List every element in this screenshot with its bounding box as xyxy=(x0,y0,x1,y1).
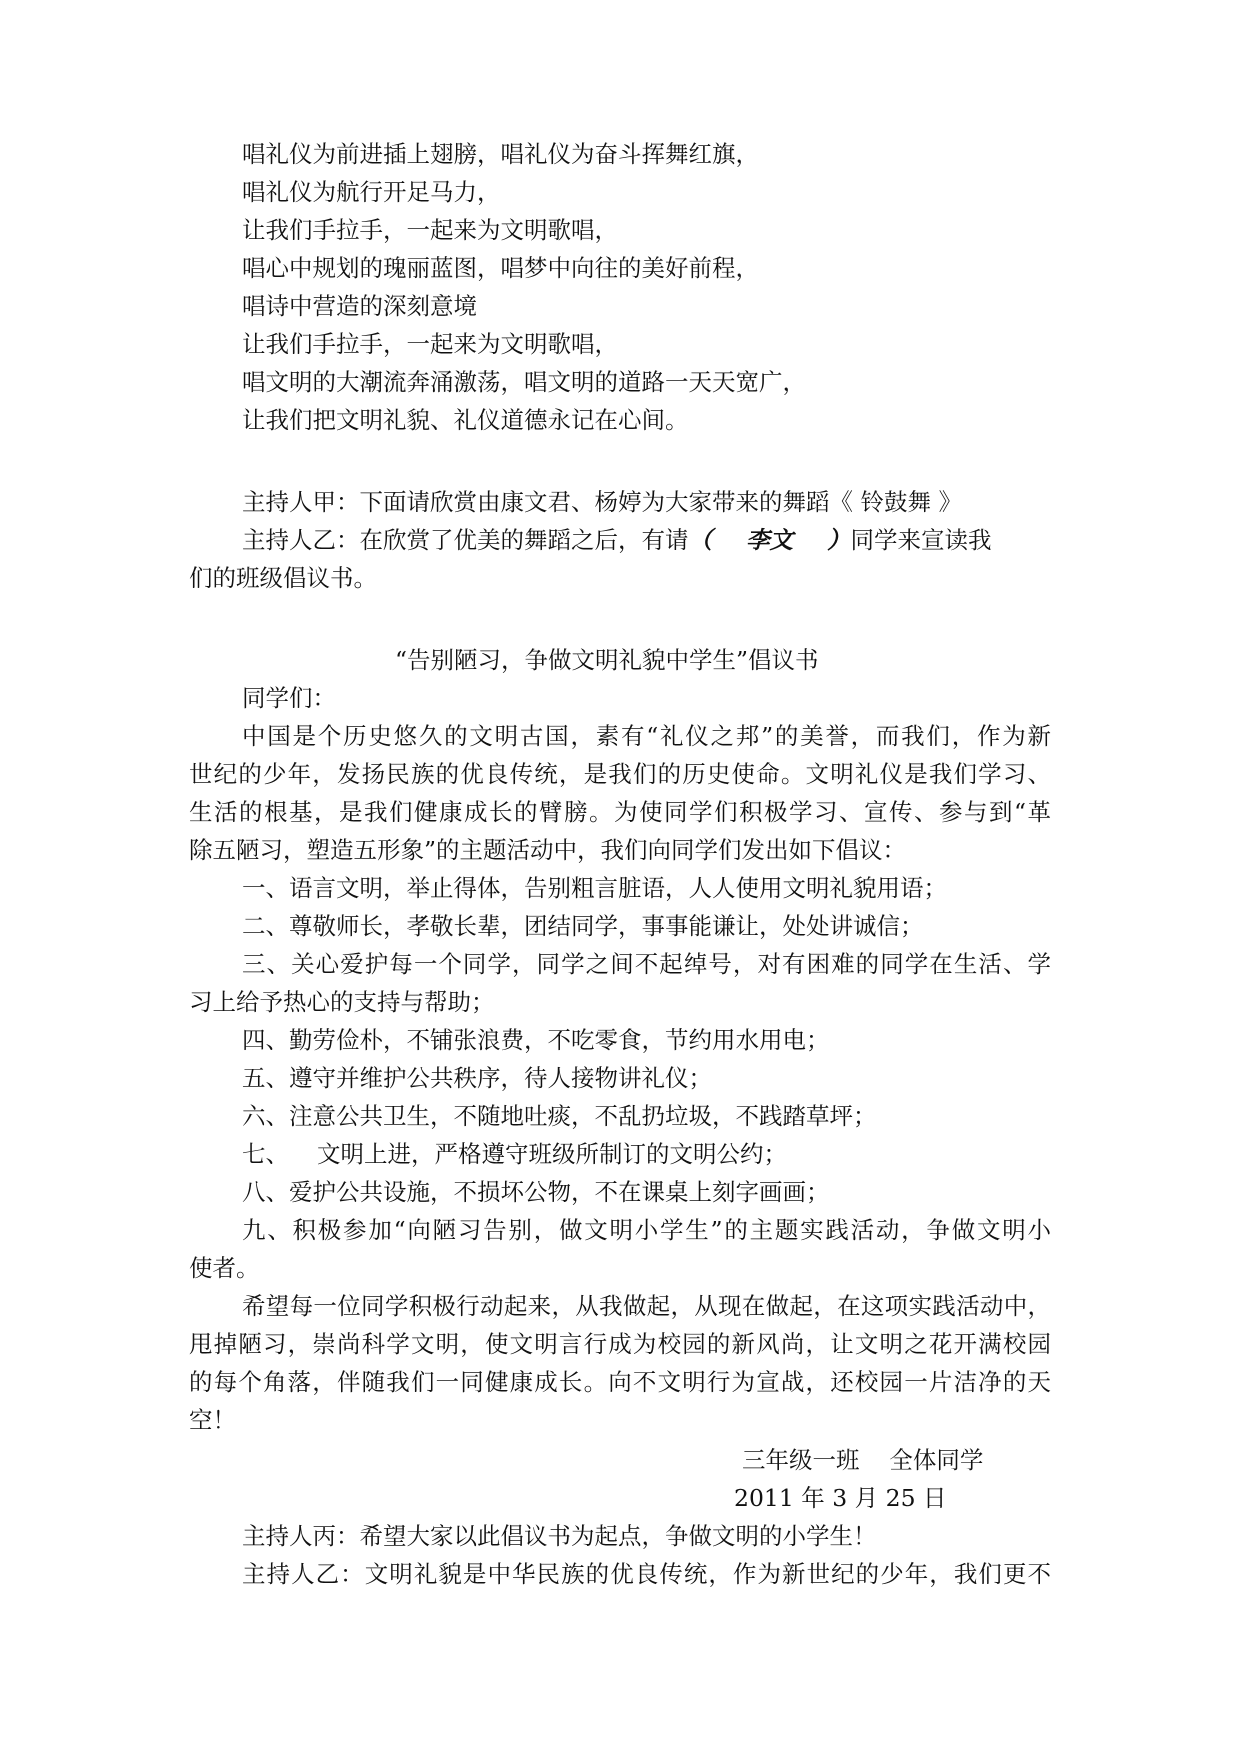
date: 2011 年 3 月 25 日 xyxy=(734,1484,947,1512)
item-4: 四、勤劳俭朴，不铺张浪费，不吃零食，节约用水用电； xyxy=(242,1026,830,1054)
salutation: 同学们： xyxy=(242,684,336,712)
host-c-line: 主持人丙：希望大家以此倡议书为起点，争做文明的小学生！ xyxy=(242,1522,877,1550)
item-2: 二、尊敬师长，孝敬长辈，团结同学，事事能谦让，处处讲诚信； xyxy=(242,912,924,940)
reader-name: 李文 xyxy=(746,526,793,554)
intro-line-3: 生活的根基，是我们健康成长的臂膀。为使同学们积极学习、宣传、参与到“革 xyxy=(189,798,1051,826)
closing-line-3: 的每个角落，伴随我们一同健康成长。向不文明行为宣战，还校园一片洁净的天 xyxy=(189,1368,1051,1396)
open-paren: （ xyxy=(688,526,712,554)
poem-line-5: 唱诗中营造的深刻意境 xyxy=(242,292,477,320)
host-b-line-cont: 们的班级倡议书。 xyxy=(189,564,377,592)
poem-line-7: 唱文明的大潮流奔涌激荡，唱文明的道路一天天宽广， xyxy=(242,368,806,396)
poem-line-3: 让我们手拉手，一起来为文明歌唱， xyxy=(242,216,618,244)
host-b-line xyxy=(242,524,1051,556)
item-7 xyxy=(242,1138,787,1170)
host-b-text-after: 同学来宣读我 xyxy=(850,526,992,554)
closing-line-1: 希望每一位同学积极行动起来，从我做起，从现在做起，在这项实践活动中， xyxy=(242,1292,1051,1320)
poem-line-2: 唱礼仪为航行开足马力， xyxy=(242,178,501,206)
item-7-number: 七、 xyxy=(242,1140,289,1168)
close-paren: ） xyxy=(827,526,851,554)
closing-line-2: 甩掉陋习，崇尚科学文明，使文明言行成为校园的新风尚，让文明之花开满校园 xyxy=(189,1330,1051,1358)
intro-line-2: 世纪的少年，发扬民族的优良传统，是我们的历史使命。文明礼仪是我们学习、 xyxy=(189,760,1051,788)
item-7-text: 文明上进，严格遵守班级所制订的文明公约； xyxy=(317,1140,787,1168)
poem-line-8: 让我们把文明礼貌、礼仪道德永记在心间。 xyxy=(242,406,689,434)
item-1: 一、语言文明，举止得体，告别粗言脏语，人人使用文明礼貌用语； xyxy=(242,874,947,902)
item-5: 五、遵守并维护公共秩序，待人接物讲礼仪； xyxy=(242,1064,712,1092)
item-6: 六、注意公共卫生，不随地吐痰，不乱扔垃圾，不践踏草坪； xyxy=(242,1102,877,1130)
poem-line-4: 唱心中规划的瑰丽蓝图，唱梦中向往的美好前程， xyxy=(242,254,759,282)
signature: 三年级一班 全体同学 xyxy=(742,1446,984,1474)
host-a-line: 主持人甲：下面请欣赏由康文君、杨婷为大家带来的舞蹈《 铃鼓舞 》 xyxy=(242,488,962,516)
item-8: 八、爱护公共设施，不损坏公物，不在课桌上刻字画画； xyxy=(242,1178,830,1206)
host-b2-line: 主持人乙：文明礼貌是中华民族的优良传统，作为新世纪的少年，我们更不 xyxy=(242,1560,1051,1588)
item-9-line-2: 使者。 xyxy=(189,1254,260,1282)
closing-line-4: 空！ xyxy=(189,1406,236,1434)
poem-line-6: 让我们手拉手，一起来为文明歌唱， xyxy=(242,330,618,358)
item-9-line-1: 九、积极参加“向陋习告别，做文明小学生”的主题实践活动，争做文明小 xyxy=(242,1216,1051,1244)
item-3-line-1: 三、关心爱护每一个同学，同学之间不起绰号，对有困难的同学在生活、学 xyxy=(242,950,1051,978)
proposal-title: “告别陋习，争做文明礼貌中学生”倡议书 xyxy=(395,646,819,674)
host-b-text-before: 主持人乙：在欣赏了优美的舞蹈之后，有请 xyxy=(242,526,689,554)
intro-line-1: 中国是个历史悠久的文明古国，素有“礼仪之邦”的美誉，而我们，作为新 xyxy=(242,722,1051,750)
intro-line-4: 除五陋习，塑造五形象”的主题活动中，我们向同学们发出如下倡议： xyxy=(189,836,907,864)
poem-line-1: 唱礼仪为前进插上翅膀，唱礼仪为奋斗挥舞红旗， xyxy=(242,140,759,168)
item-3-line-2: 习上给予热心的支持与帮助； xyxy=(189,988,495,1016)
